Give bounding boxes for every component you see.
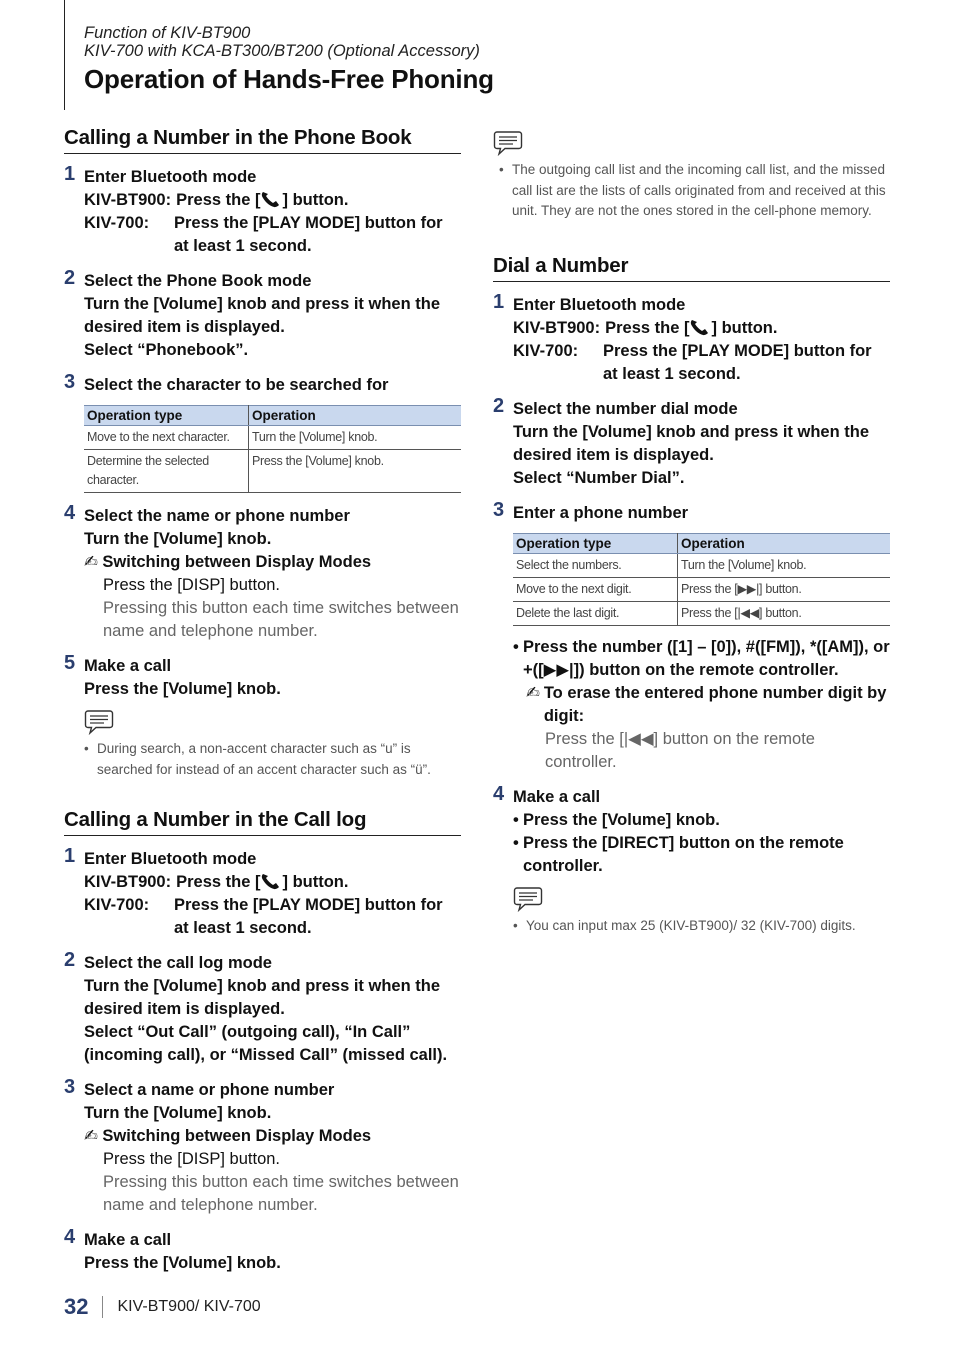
- step-number: 5: [64, 652, 76, 674]
- table-cell: Move to the next character.: [84, 426, 249, 450]
- step-2: [493, 394, 890, 490]
- instruction: [176, 871, 348, 894]
- instruction-part: Press the [: [605, 318, 690, 337]
- page-number: 32: [64, 1294, 89, 1319]
- model-label: KIV-BT900:: [84, 873, 172, 891]
- model-label: KIV-BT900:: [84, 191, 172, 209]
- table-row: [84, 426, 461, 450]
- table-cell: Press the [Volume] knob.: [249, 450, 462, 493]
- step-title: Enter Bluetooth mode: [513, 295, 686, 314]
- step-2: [64, 267, 461, 362]
- instruction-part: Press the [: [176, 873, 261, 891]
- table-cell: Press the [|◀◀] button.: [678, 601, 891, 625]
- instruction: [605, 317, 777, 340]
- note-body: You can input max 25 (KIV-BT900)/ 32 (KIV-700) digits.: [526, 917, 856, 933]
- switch-note: Pressing this button each time switches between name and telephone number.: [103, 599, 459, 640]
- table-header: Operation: [249, 406, 462, 426]
- model-label: KIV-700:: [84, 214, 150, 232]
- page-header: [84, 24, 494, 95]
- switch-title-text: Switching between Display Modes: [102, 553, 372, 571]
- operation-table: [513, 533, 890, 626]
- header-subtitle-2: KIV-700 with KCA-BT300/BT200 (Optional Accessory): [84, 42, 480, 60]
- step-1: [64, 163, 461, 258]
- step-body: Turn the [Volume] knob and press it when the desired item is displayed.: [84, 295, 440, 336]
- switch-title: [84, 1125, 461, 1148]
- kiv-bt900-line: [84, 871, 461, 894]
- model-label: KIV-BT900:: [513, 318, 601, 337]
- dial-section: [493, 254, 890, 937]
- step-title: Select the call log mode: [84, 954, 272, 972]
- step-body: Turn the [Volume] knob and press it when the desired item is displayed.: [513, 422, 869, 464]
- calllog-section: [64, 808, 461, 1275]
- switch-detail: [84, 1148, 461, 1217]
- header-subtitle-1: Function of KIV-BT900: [84, 24, 251, 42]
- phone-handset-icon: [260, 190, 282, 208]
- step-number: 4: [493, 782, 505, 805]
- step-body: Turn the [Volume] knob and press it when the desired item is displayed.: [84, 977, 440, 1018]
- phone-handset-icon: [689, 318, 711, 336]
- step-select: Select “Number Dial”.: [513, 468, 685, 487]
- table-header: Operation type: [84, 406, 249, 426]
- switch-note: Pressing this button each time switches between name and telephone number.: [103, 1173, 459, 1214]
- kiv-bt900-line: [84, 189, 461, 212]
- table-header-row: [84, 406, 461, 426]
- note-text: • During search, a non-accent character such as “u” is searched for instead of an accent character such as “ü”.: [84, 741, 431, 777]
- table-cell: Turn the [Volume] knob.: [249, 426, 462, 450]
- page-title: Operation of Hands-Free Phoning: [84, 64, 494, 94]
- remote-instructions: [513, 636, 890, 774]
- note-body: During search, a non-accent character such as “u” is searched for instead of an accent character such as “ü”.: [97, 741, 431, 777]
- section-heading-calllog: Calling a Number in the Call log: [64, 808, 461, 836]
- pencil-icon: ✍: [84, 553, 98, 571]
- pencil-icon: ✍: [84, 1127, 98, 1145]
- kiv-700-line: [84, 212, 461, 258]
- step-body: Press the [Volume] knob.: [84, 1254, 281, 1272]
- step-3: [64, 1076, 461, 1217]
- bullet-item: • Press the [Volume] knob.: [513, 810, 720, 829]
- table-cell: Delete the last digit.: [513, 601, 678, 625]
- section-heading-phonebook: Calling a Number in the Phone Book: [64, 126, 461, 154]
- step-number: 2: [493, 394, 505, 417]
- footer-divider: [102, 1296, 103, 1318]
- footer-model: KIV-BT900/ KIV-700: [117, 1298, 261, 1315]
- table-cell: Press the [▶▶|] button.: [678, 577, 891, 601]
- note-speech-icon: [493, 130, 523, 156]
- step-number: 3: [64, 371, 76, 393]
- step-4: [493, 782, 890, 937]
- switch-body: Press the [DISP] button.: [103, 1150, 281, 1168]
- instruction: Press the [PLAY MODE] button for at least 1 second.: [603, 341, 872, 383]
- pencil-icon: ✍: [526, 683, 540, 702]
- step-number: 2: [64, 267, 76, 289]
- step-5: [64, 652, 461, 780]
- erase-title-text: To erase the entered phone number digit by digit:: [543, 683, 887, 725]
- step-number: 1: [64, 163, 76, 185]
- operation-table: [84, 405, 461, 493]
- step-1: [493, 290, 890, 386]
- note-body: The outgoing call list and the incoming call list, and the missed call list are the lists of calls originated from and received at this unit. They are not the ones stored in the cell-phone memory.: [512, 162, 886, 218]
- step-number: 4: [64, 1226, 76, 1248]
- instruction-part: ] button.: [282, 191, 349, 209]
- step-number: 4: [64, 502, 76, 524]
- bullet-item: • Press the number ([1] – [0]), #([FM]), *([AM]), or +([▶▶|]) button on the remote controller.: [513, 637, 890, 679]
- step-body: Turn the [Volume] knob.: [84, 1104, 272, 1122]
- left-column: [64, 126, 461, 1275]
- instruction-part: Press the [: [176, 191, 261, 209]
- model-label: KIV-700:: [84, 896, 150, 914]
- step-title: Enter Bluetooth mode: [84, 850, 257, 868]
- step-title: Enter a phone number: [513, 503, 689, 522]
- step-number: 2: [64, 949, 76, 971]
- note-speech-icon: [513, 886, 543, 912]
- page-footer: [64, 1294, 261, 1320]
- note-speech-icon: [84, 709, 114, 735]
- table-header: Operation type: [513, 533, 678, 553]
- model-label: KIV-700:: [513, 341, 579, 360]
- bullet-text: Press the [Volume] knob.: [523, 810, 720, 829]
- step-number: 1: [493, 290, 505, 313]
- note-text: • The outgoing call list and the incoming call list, and the missed call list are the lists of calls originated from and received at this unit. They are not the ones stored in the cell-phone memory.: [499, 162, 886, 218]
- switch-detail: [84, 574, 461, 643]
- step-title: Enter Bluetooth mode: [84, 168, 257, 186]
- step-4: [64, 1226, 461, 1275]
- instruction: Press the [PLAY MODE] button for at least 1 second.: [174, 896, 443, 937]
- bullet-text: Press the [DIRECT] button on the remote controller.: [523, 833, 844, 875]
- bullet-text: Press the number ([1] – [0]), #([FM]), *([AM]), or +([▶▶|]) button on the remote controller.: [523, 637, 890, 679]
- table-header: Operation: [678, 533, 891, 553]
- step-title: Select the character to be searched for: [84, 376, 389, 394]
- right-column: [493, 130, 890, 936]
- table-row: [84, 450, 461, 493]
- erase-body: Press the [|◀◀] button on the remote controller.: [545, 729, 815, 771]
- step-title: Select the number dial mode: [513, 399, 738, 418]
- instruction-part: ] button.: [282, 873, 349, 891]
- step-number: 3: [64, 1076, 76, 1098]
- erase-title: [513, 682, 890, 728]
- table-cell: Move to the next digit.: [513, 577, 678, 601]
- step-title: Make a call: [84, 1231, 172, 1249]
- header-rule: [64, 0, 65, 110]
- step-1: [64, 845, 461, 940]
- step-select: Select “Phonebook”.: [84, 341, 249, 359]
- step-title: Make a call: [84, 657, 172, 675]
- step-2: [64, 949, 461, 1067]
- phone-handset-icon: [260, 872, 282, 890]
- kiv-700-line: [84, 894, 461, 940]
- step-number: 1: [64, 845, 76, 867]
- kiv-bt900-line: [513, 317, 890, 340]
- step-title: Select the Phone Book mode: [84, 272, 312, 290]
- table-row: [513, 553, 890, 577]
- step-title: Select the name or phone number: [84, 507, 350, 525]
- kiv-700-line: [513, 340, 890, 386]
- step-title: Select a name or phone number: [84, 1081, 335, 1099]
- switch-title: [84, 551, 461, 574]
- table-header-row: [513, 533, 890, 553]
- step-3: [493, 498, 890, 774]
- instruction-part: ] button.: [711, 318, 778, 337]
- instruction: [176, 189, 348, 212]
- step-3: [64, 371, 461, 493]
- step-4: [64, 502, 461, 643]
- switch-body: Press the [DISP] button.: [103, 576, 281, 594]
- section-heading-dial: Dial a Number: [493, 254, 890, 282]
- bullet-item: • Press the [DIRECT] button on the remote controller.: [513, 833, 844, 875]
- step-select: Select “Out Call” (outgoing call), “In Call” (incoming call), or “Missed Call” (missed call).: [84, 1023, 448, 1064]
- table-cell: Turn the [Volume] knob.: [678, 553, 891, 577]
- instruction: Press the [PLAY MODE] button for at least 1 second.: [174, 214, 443, 255]
- switch-title-text: Switching between Display Modes: [102, 1127, 372, 1145]
- step-title: Make a call: [513, 787, 601, 806]
- table-cell: Determine the selected character.: [84, 450, 249, 493]
- table-row: [513, 601, 890, 625]
- step-body: Press the [Volume] knob.: [84, 680, 281, 698]
- table-row: [513, 577, 890, 601]
- table-cell: Select the numbers.: [513, 553, 678, 577]
- note-text: • You can input max 25 (KIV-BT900)/ 32 (KIV-700) digits.: [513, 917, 856, 933]
- step-number: 3: [493, 498, 505, 521]
- step-body: Turn the [Volume] knob.: [84, 530, 272, 548]
